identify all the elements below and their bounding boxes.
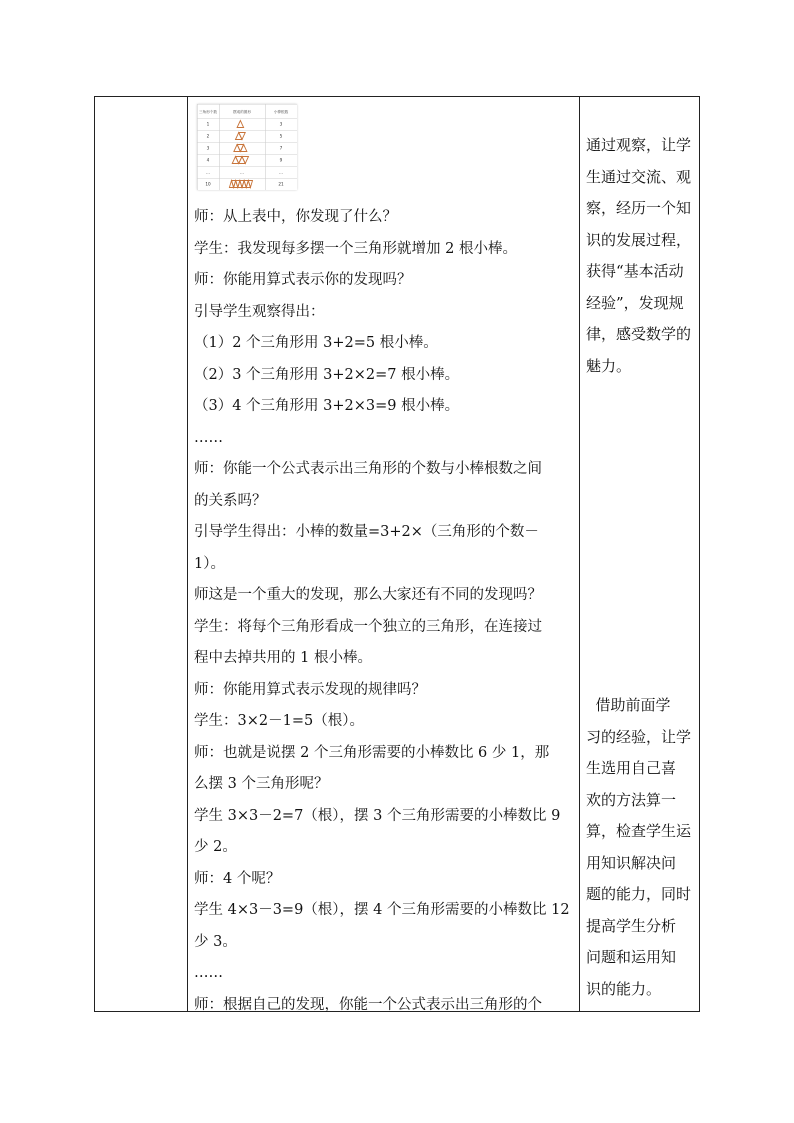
design-intent-2: [586, 690, 696, 1005]
text-line: 引导学生得出：小棒的数量=3+2×（三角形的个数－: [194, 524, 539, 540]
text-line: ……: [194, 429, 223, 446]
text-line: 少 2。: [194, 839, 237, 855]
intent-line: 问题和运用知: [586, 948, 677, 966]
text-line: （1）2 个三角形用 3+2=5 根小棒。: [194, 335, 438, 351]
column-divider-right: [579, 96, 580, 1012]
intent-line: 题的能力，同时: [586, 885, 692, 903]
intent-line: 魅力。: [586, 356, 632, 375]
text-line: （2）3 个三角形用 3+2×2=7 根小棒。: [194, 366, 460, 383]
mini-header-2: 小棒根数: [273, 110, 289, 114]
text-line: 师：4 个呢？: [194, 870, 281, 887]
intent-line: 通过观察，让学: [586, 136, 692, 154]
mini-sticks-cell: …: [278, 169, 284, 175]
text-line: 师这是一个重大的发现，那么大家还有不同的发现吗？: [194, 587, 542, 603]
mini-triangle-mark: [242, 157, 249, 164]
text-line: 学生：3×2－1=5（根）。: [194, 713, 364, 729]
text-line: 师：你能用算式表示你的发现吗？: [194, 272, 412, 288]
text-line: （3）4 个三角形用 3+2×3=9 根小棒。: [194, 398, 460, 414]
text-line: 师：你能用算式表示发现的规律吗？: [194, 681, 426, 698]
text-line: ……: [194, 965, 223, 981]
text-line: 师：也就是说摆 2 个三角形需要的小棒数比 6 少 1，那: [194, 744, 550, 761]
mini-header-0: 三角形个数: [199, 110, 217, 114]
intent-line: 生选用自己喜: [586, 759, 677, 777]
intent-line: 律，感受数学的: [586, 325, 692, 343]
mini-count-cell: 3: [206, 145, 210, 151]
text-line: 引导学生观察得出：: [194, 303, 325, 320]
mini-sticks-cell: 21: [278, 181, 284, 187]
text-line: 1）。: [194, 555, 225, 572]
mini-triangle-mark: [237, 121, 244, 128]
mini-header-1: 摆成的图形: [233, 110, 251, 114]
intent-line: 生通过交流、观: [586, 167, 692, 186]
intent-line: 察，经历一个知: [586, 199, 692, 217]
mini-count-cell: 2: [206, 133, 210, 139]
intent-line: 获得“基本活动: [586, 262, 684, 280]
mini-count-cell: 1: [206, 121, 210, 127]
text-line: 程中去掉共用的 1 根小棒。: [194, 650, 372, 666]
mini-ellipsis-cell: …: [239, 169, 245, 175]
text-line: 师：根据自己的发现，你能一个公式表示出三角形的个: [194, 996, 542, 1013]
intent-line: 借助前面学: [586, 696, 671, 714]
intent-line: 识的能力。: [586, 979, 662, 998]
text-line: 师：你能一个公式表示出三角形的个数与小棒根数之间: [194, 461, 542, 477]
mini-sticks-cell: 9: [279, 157, 283, 163]
mini-table-svg: [197, 104, 297, 190]
text-line: 学生 3×3－2=7（根），摆 3 个三角形需要的小棒数比 9: [194, 807, 561, 824]
mini-sticks-cell: 5: [279, 133, 283, 139]
mini-count-cell: 4: [206, 157, 210, 163]
mini-sticks-cell: 3: [279, 121, 283, 127]
text-line: 学生：将每个三角形看成一个独立的三角形，在连接过: [194, 618, 542, 635]
mini-count-cell: 10: [205, 181, 211, 187]
teaching-process-text: [194, 202, 576, 1021]
column-divider-left: [187, 96, 188, 1012]
mini-triangle-mark: [239, 133, 246, 140]
intent-line: 经验”，发现规: [586, 293, 684, 312]
intent-line: 识的发展过程，: [586, 230, 692, 249]
text-line: 学生：我发现每多摆一个三角形就增加 2 根小棒。: [194, 240, 517, 257]
text-line: 少 3。: [194, 933, 237, 950]
text-line: 的关系吗？: [194, 492, 267, 509]
mini-triangle-mark: [240, 145, 247, 152]
intent-line: 欢的方法算一: [586, 790, 677, 809]
intent-line: 习的经验，让学: [586, 727, 692, 746]
stick-triangle-table-image: [197, 104, 297, 190]
text-line: 么摆 3 个三角形呢？: [194, 776, 329, 792]
mini-sticks-cell: 7: [279, 145, 283, 151]
intent-line: 算，检查学生运: [586, 822, 692, 840]
mini-triangle-mark: [248, 181, 252, 188]
text-line: 师：从上表中，你发现了什么？: [194, 209, 397, 225]
intent-line: 提高学生分析: [586, 916, 677, 935]
design-intent-1: [586, 130, 696, 382]
text-line: 学生 4×3－3=9（根），摆 4 个三角形需要的小棒数比 12: [194, 902, 570, 918]
intent-line: 用知识解决问: [586, 853, 677, 872]
mini-count-cell: …: [205, 169, 211, 175]
